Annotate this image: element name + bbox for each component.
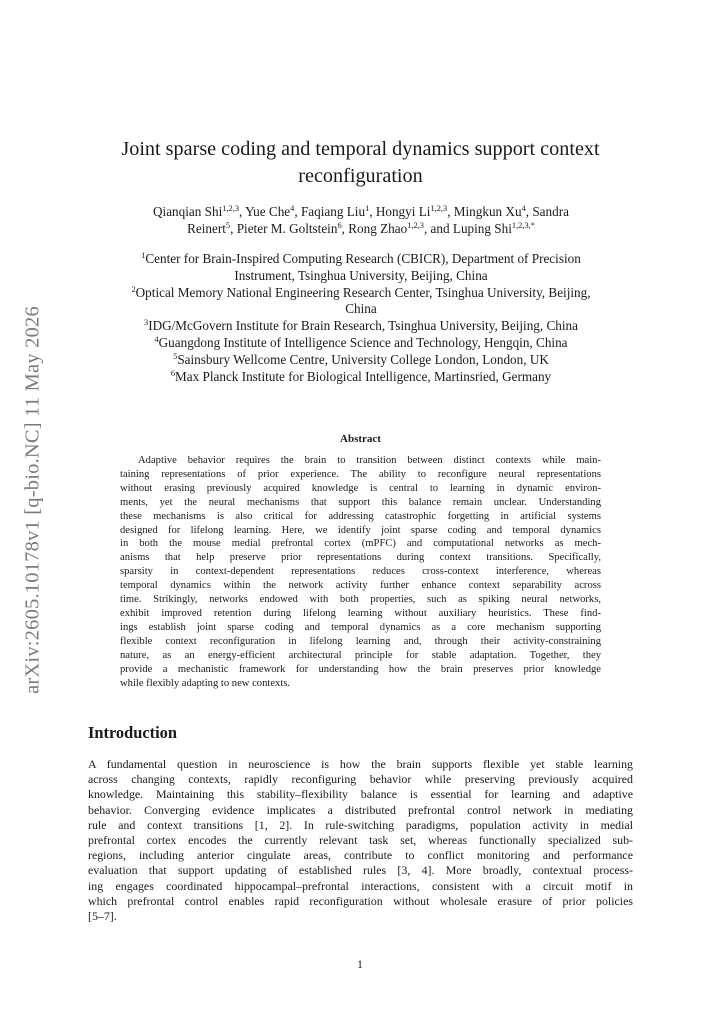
author: Yue Che$^4$ bbox=[245, 204, 295, 219]
body-line: behavior. Converging evidence implicates a distributed prefrontal control network in mediating bbox=[88, 802, 633, 817]
paper-title-line: reconfiguration bbox=[298, 165, 423, 187]
body-line: which prefrontal control enables rapid reconfiguration without wholesale erasure of prior policies bbox=[88, 893, 633, 908]
abstract-line: Adaptive behavior requires the brain to transition between distinct contexts while main- bbox=[138, 455, 601, 466]
affiliation: $^1$Center for Brain-Inspired Computing Research (CBICR), Department of Precision bbox=[141, 251, 581, 266]
introduction-paragraph bbox=[88, 757, 633, 924]
author-line: Qianqian Shi$^{1,2,3}$, Yue Che$^4$, Faqiang Liu$^1$, Hongyi Li$^{1,2,3}$, Mingkun Xu$^4$, Sandra bbox=[153, 204, 569, 219]
author: Mingkun Xu$^4$ bbox=[453, 204, 526, 219]
abstract-text bbox=[120, 454, 601, 690]
author: Hongyi Li$^{1,2,3}$ bbox=[375, 204, 448, 219]
abstract-line: in both the mouse medial prefrontal cortex (mPFC) and computational networks as mech- bbox=[120, 538, 601, 550]
section-heading-introduction: Introduction bbox=[88, 723, 177, 742]
affiliation: $^3$IDG/McGovern Institute for Brain Research, Tsinghua University, Beijing, China bbox=[144, 318, 578, 334]
affiliation: $^5$Sainsbury Wellcome Centre, University College London, London, UK bbox=[173, 351, 549, 367]
abstract-line: time. Strikingly, networks endowed with both properties, such as spiking neural networks, bbox=[120, 594, 601, 606]
abstract-line: designed for lifelong learning. Here, we identify joint sparse coding and temporal dynamics bbox=[120, 524, 601, 536]
affiliation-continued: Instrument, Tsinghua University, Beijing, China bbox=[234, 267, 488, 283]
abstract-heading: Abstract bbox=[340, 433, 381, 445]
abstract-line: without erasing previously acquired knowledge is central to learning in dynamic environ- bbox=[120, 482, 601, 494]
abstract-line: anisms that help preserve prior representations during context transitions. Specifically, bbox=[120, 552, 601, 564]
abstract-line: while flexibly adapting to new contexts. bbox=[120, 677, 291, 689]
abstract-line: these mechanisms is also critical for addressing catastrophic forgetting in artificial systems bbox=[120, 510, 601, 522]
author: Faqiang Liu$^1$ bbox=[300, 204, 370, 219]
affiliation-list bbox=[86, 251, 636, 385]
abstract-line: temporal dynamics within the network activity further enhance context separability across bbox=[120, 580, 601, 592]
author-line: Reinert$^5$, Pieter M. Goltstein$^6$, Rong Zhao$^{1,2,3}$, and Luping Shi$^{1,2,3,*}$ bbox=[187, 220, 535, 236]
abstract-line: exhibit improved retention during lifelong learning without auxiliary heuristics. These find- bbox=[120, 607, 601, 619]
author: Reinert$^5$ bbox=[187, 220, 231, 236]
body-line: ing engages coordinated hippocampal–prefrontal interactions, consistent with a circuit motif in bbox=[88, 878, 633, 893]
page-number: 1 bbox=[357, 957, 363, 971]
abstract-line: ings establish joint sparse coding and temporal dynamics as a core mechanism supporting bbox=[120, 621, 601, 633]
abstract-line: flexible context reconfiguration in lifelong learning and, through their activity-constraining bbox=[120, 635, 601, 647]
body-line: regions, including anterior cingulate areas, contribute to conflict monitoring and performance bbox=[88, 848, 633, 863]
affiliation-continued: China bbox=[345, 301, 377, 317]
body-line: evaluation that support updating of established rules [3, 4]. More broadly, contextual process- bbox=[88, 863, 633, 878]
body-line: [5–7]. bbox=[88, 909, 117, 924]
abstract-line: provide a mechanistic framework for understanding how the brain preserves prior knowledge bbox=[120, 663, 601, 675]
affiliation: $^2$Optical Memory National Engineering Research Center, Tsinghua University, Beijing, bbox=[131, 284, 591, 300]
body-line: prefrontal cortex encodes the currently relevant task set, whereas functionally specialized sub- bbox=[88, 833, 633, 848]
affiliation: $^6$Max Planck Institute for Biological Intelligence, Martinsried, Germany bbox=[170, 368, 552, 384]
body-line: knowledge. Maintaining this stability–flexibility balance is essential for learning and adaptive bbox=[88, 787, 633, 802]
body-line: across changing contexts, rapidly reconfiguring behavior while preserving previously acquired bbox=[88, 772, 633, 787]
author: Sandra bbox=[532, 204, 569, 219]
author-list bbox=[96, 204, 626, 238]
affiliation: $^4$Guangdong Institute of Intelligence Science and Technology, Hengqin, China bbox=[154, 334, 568, 350]
author: Qianqian Shi$^{1,2,3}$ bbox=[153, 204, 239, 219]
paper-title-line: Joint sparse coding and temporal dynamics support context bbox=[121, 138, 600, 160]
body-line: A fundamental question in neuroscience is how the brain supports flexible yet stable learning bbox=[88, 757, 633, 771]
abstract-line: sparsity in context-dependent representations reduces cross-context interference, whereas bbox=[120, 566, 601, 578]
arxiv-identifier-stamp bbox=[18, 290, 48, 710]
paper-title bbox=[88, 136, 633, 190]
arxiv-identifier-text: arXiv:2605.10178v1 [q-bio.NC] 11 May 2026 bbox=[21, 306, 44, 694]
abstract-line: nature, as an energy-efficient architectural principle for stable adaptation. Together, they bbox=[120, 649, 601, 661]
author: Rong Zhao$^{1,2,3}$ bbox=[348, 220, 424, 236]
abstract-line: taining representations of prior experience. The ability to reconfigure neural representations bbox=[120, 468, 601, 480]
author: Pieter M. Goltstein$^6$ bbox=[236, 220, 342, 236]
abstract-line: ments, yet the neural mechanisms that support this balance remain unclear. Understanding bbox=[120, 496, 601, 508]
author: Luping Shi$^{1,2,3,*}$ bbox=[452, 220, 535, 236]
body-line: rule and context transitions [1, 2]. In rule-switching paradigms, population activity in medial bbox=[88, 817, 633, 832]
